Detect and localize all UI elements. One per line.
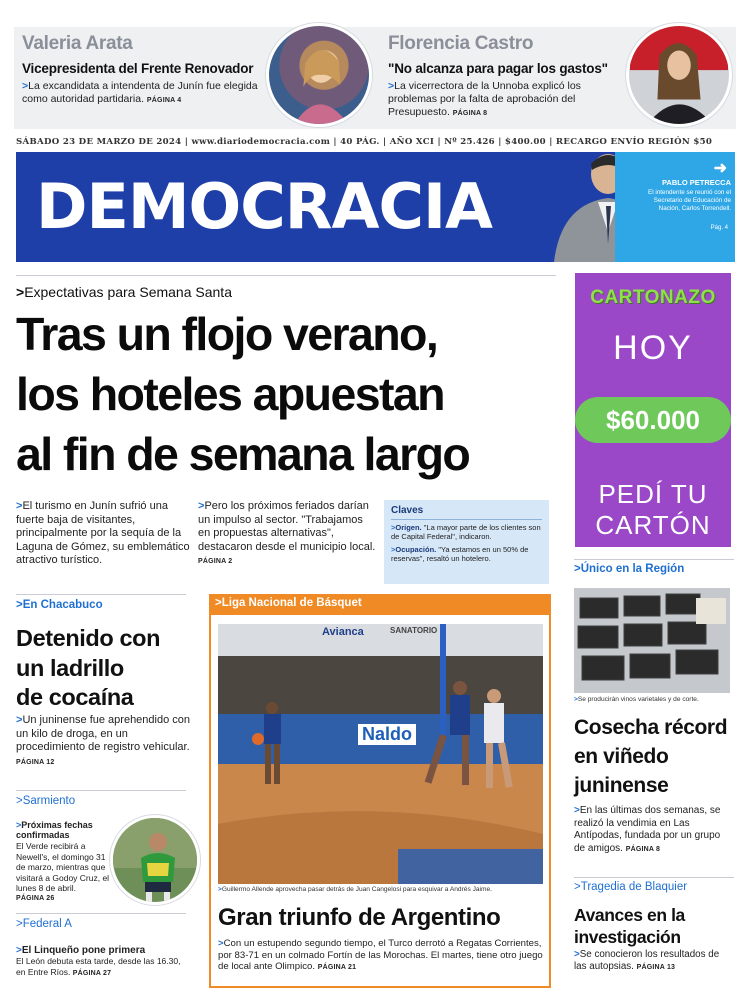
teaser-arata[interactable] (22, 33, 272, 107)
divider (574, 877, 734, 878)
basquet-body: >Con un estupendo segundo tiempo, el Turco derrotó a Regatas Corrientes, por 83-71 en un colmado Fortín de las Morochas. El martes, tiene otro juego de local ante Olimpico. PÁGINA 21 (218, 938, 543, 973)
headline-line: Tras un flojo verano, (16, 308, 438, 360)
teaser-name: Valeria Arata (22, 33, 133, 54)
side-name: PABLO PETRECCA (661, 178, 731, 187)
teaser-name: Florencia Castro (388, 33, 534, 54)
lead-col-1: >El turismo en Junín sufrió una fuerte baja de visitantes, principalmente por la sequía de la Laguna de Gómez, su emblemático atractivo turístico. (16, 500, 190, 566)
blaquier-body: >Se conocieron los resultados de las autopsias. PÁGINA 13 (574, 949, 720, 972)
divider (574, 559, 734, 560)
sarmiento-body: El Verde recibirá a Newell's, el domingo 31 de marzo, mientras que visitará a Godoy Cruz, el lunes 8 de abril. (16, 841, 110, 893)
player-photo (110, 815, 200, 905)
sarmiento-kicker: >Sarmiento (16, 795, 76, 807)
lead-headline[interactable] (16, 304, 561, 484)
ad-amount: $60.000 (606, 405, 700, 435)
vinedo-headline[interactable]: Cosecha récord en viñedo juninense (574, 716, 728, 797)
ad-cta: PEDÍ TU CARTÓN (595, 479, 711, 540)
divider (16, 790, 186, 791)
chacabuco-kicker: >En Chacabuco (16, 599, 103, 611)
federal-story[interactable]: >El Linqueño pone primera El León debuta esta tarde, desde las 16.30, en Entre Ríos. PÁGINA 27 (16, 945, 181, 977)
claves-title: Claves (391, 505, 424, 516)
clave-item: >Ocupación. "Ya estamos en un 50% de reservas", resaltó un hotelero. (391, 545, 529, 563)
headline-line: al fin de semana largo (16, 428, 470, 480)
side-text: El intendente se reunió con el Secretario de Educación de Nación, Carlos Torrendell. (648, 189, 731, 212)
teaser-castro[interactable] (388, 33, 628, 120)
federal-body: El León debuta esta tarde, desde las 16.30, en Entre Ríos. (16, 956, 181, 977)
arata-photo (266, 23, 372, 127)
sarmiento-story[interactable]: >Próximas fechas confirmadas El Verde recibirá a Newell's, el domingo 31 de marzo, mientras que visitará a Godoy Cruz, el lunes 8 de abril. PÁGINA 26 (16, 820, 116, 904)
castro-photo (626, 23, 732, 127)
ad-hoy: HOY (613, 329, 693, 367)
teaser-body: >La excandidata a intendenta de Junín fue elegida como autoridad partidaria. PÁGINA 4 (22, 80, 258, 105)
ad-title: CARTONAZO (590, 287, 716, 308)
blaquier-headline[interactable]: Avances en la investigación (574, 905, 685, 947)
divider (16, 594, 186, 595)
masthead-side-panel[interactable] (615, 152, 735, 262)
divider (16, 913, 186, 914)
vinedo-kicker: >Único en la Región (574, 563, 685, 575)
federal-kicker: >Federal A (16, 918, 72, 930)
federal-title: El Linqueño pone primera (21, 945, 146, 956)
blaquier-kicker: >Tragedia de Blaquier (574, 881, 688, 893)
vinedo-body: >En las últimas dos semanas, se realizó la vendimia en Las Antípodas, fundada por un grupo de amigos. PÁGINA 8 (574, 805, 721, 854)
ad-board: Avianca (322, 626, 364, 638)
ad-board: Naldo (358, 724, 416, 745)
sarmiento-title: Próximas fechas confirmadas (16, 820, 93, 840)
teaser-headline: "No alcanza para pagar los gastos" (388, 61, 608, 76)
vinedo-photo (574, 588, 730, 693)
lead-col-2: >Pero los próximos feriados darían un impulso al sector. "Trabajamos en propuestas alternativas", destacaron desde el municipio local. PÁGINA 2 (198, 500, 376, 565)
teaser-body: >La vicerrectora de la Unnoba explicó los problemas por la falta de aprobación del Presupuesto. PÁGINA 8 (388, 80, 581, 118)
lead-kicker: >Expectativas para Semana Santa (16, 284, 232, 300)
basquet-caption: >Guillermo Allende aprovecha pasar detrás de Juan Cangelosi para esquivar a Andrés Jaime. (218, 886, 492, 893)
masthead-logo[interactable]: DEMOCRACIA (36, 170, 492, 243)
headline-line: los hoteles apuestan (16, 368, 444, 420)
basquet-photo (218, 624, 543, 884)
divider (391, 519, 542, 520)
divider (16, 275, 556, 276)
ad-board: SANATORIO (390, 626, 438, 635)
basquet-headline[interactable]: Gran triunfo de Argentino (218, 904, 501, 931)
date-info-bar: SÁBADO 23 DE MARZO DE 2024 | www.diariodemocracia.com | 40 PÁG. | AÑO XCI | Nº 25.426 | $400.00 | RECARGO ENVÍO REGIÓN $50 (16, 137, 713, 147)
chacabuco-headline[interactable]: Detenido con un ladrillo de cocaína (16, 625, 161, 710)
cartonazo-ad[interactable] (575, 273, 731, 547)
federal-page: PÁGINA 27 (72, 969, 112, 977)
side-page: Pág. 4 (710, 225, 728, 231)
basquet-kicker-bar: >Liga Nacional de Básquet (209, 594, 551, 615)
arrow-right-icon: ➜ (713, 160, 727, 177)
sarmiento-page: PÁGINA 26 (16, 894, 55, 902)
clave-item: >Origen. "La mayor parte de los clientes son de Capital Federal", indicaron. (391, 523, 541, 541)
masthead (16, 152, 735, 262)
claves-box (384, 500, 549, 584)
vinedo-caption: >Se producirán vinos varietales y de corte. (574, 696, 699, 703)
teaser-headline: Vicepresidenta del Frente Renovador (22, 61, 254, 76)
chacabuco-body: >Un juninense fue aprehendido con un kilo de droga, en un procedimiento de registro vehicular. PÁGINA 12 (16, 714, 191, 766)
